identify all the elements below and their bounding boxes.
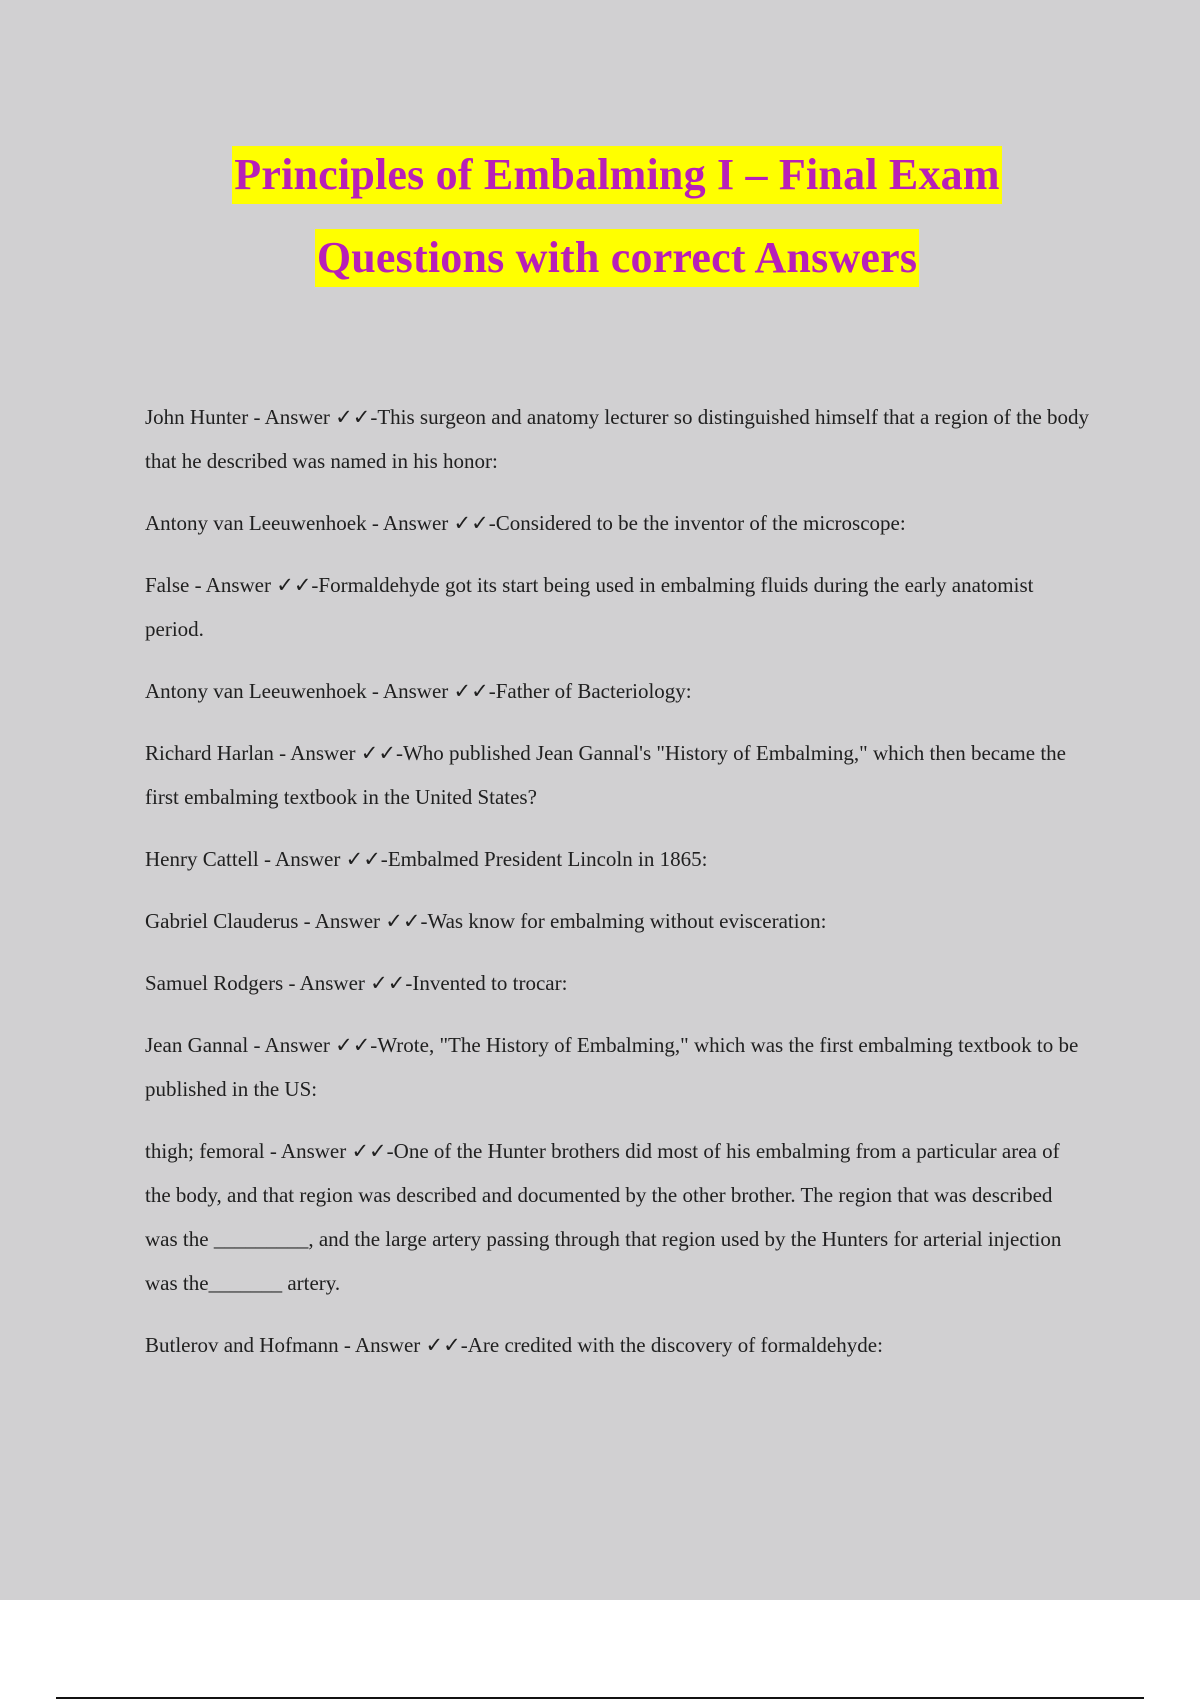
qa-item: [145, 1129, 1090, 1305]
answer-marker: - Answer ✓✓-: [248, 1033, 378, 1057]
qa-list: [145, 395, 1090, 1385]
qa-question: This surgeon and anatomy lecturer so distinguished himself that a region of the body that he described was named in his honor:: [145, 405, 1090, 473]
footer-divider: [56, 1697, 1144, 1699]
answer-marker: - Answer ✓✓-: [366, 679, 496, 703]
qa-question: One of the Hunter brothers did most of his embalming from a particular area of the body, and that region was described and documented by the other brother. The region that was described was the _________, and the large artery passing through that region used by the Hunters for arterial injection was the_______ artery.: [145, 1139, 1062, 1295]
qa-item: [145, 731, 1090, 819]
qa-term: Antony van Leeuwenhoek: [145, 511, 367, 535]
qa-question: Are credited with the discovery of formaldehyde:: [467, 1333, 883, 1357]
qa-item: [145, 669, 1090, 713]
page-footer-area: [0, 1600, 1200, 1700]
qa-question: Embalmed President Lincoln in 1865:: [387, 847, 708, 871]
qa-term: Jean Gannal: [145, 1033, 249, 1057]
qa-item: [145, 961, 1090, 1005]
qa-question: Invented to trocar:: [412, 971, 568, 995]
qa-term: Samuel Rodgers: [145, 971, 284, 995]
qa-item: [145, 1023, 1090, 1111]
qa-item: [145, 395, 1090, 483]
answer-marker: - Answer ✓✓-: [264, 1139, 394, 1163]
answer-marker: - Answer ✓✓-: [273, 741, 403, 765]
qa-term: Antony van Leeuwenhoek: [145, 679, 367, 703]
qa-term: John Hunter: [145, 405, 249, 429]
qa-item: [145, 563, 1090, 651]
qa-term: Henry Cattell: [145, 847, 259, 871]
answer-marker: - Answer ✓✓-: [338, 1333, 468, 1357]
answer-marker: - Answer ✓✓-: [248, 405, 378, 429]
qa-item: [145, 1323, 1090, 1367]
qa-question: Wrote, "The History of Embalming," which was the first embalming textbook to be published in the US:: [145, 1033, 1079, 1101]
qa-question: Considered to be the inventor of the microscope:: [495, 511, 906, 535]
answer-marker: - Answer ✓✓-: [189, 573, 319, 597]
answer-marker: - Answer ✓✓-: [258, 847, 388, 871]
document-title: [0, 146, 1200, 312]
qa-question: Father of Bacteriology:: [495, 679, 692, 703]
qa-question: Was know for embalming without evisceration:: [427, 909, 827, 933]
qa-item: [145, 837, 1090, 881]
title-line-1: Principles of Embalming I – Final Exam: [232, 146, 1001, 204]
answer-marker: - Answer ✓✓-: [366, 511, 496, 535]
qa-term: Richard Harlan: [145, 741, 274, 765]
qa-question: Who published Jean Gannal's "History of Embalming," which then became the first embalming textbook in the United States?: [145, 741, 1066, 809]
answer-marker: - Answer ✓✓-: [298, 909, 428, 933]
qa-term: Butlerov and Hofmann: [145, 1333, 339, 1357]
qa-item: [145, 899, 1090, 943]
qa-item: [145, 501, 1090, 545]
qa-question: Formaldehyde got its start being used in embalming fluids during the early anatomist period.: [145, 573, 1034, 641]
qa-term: Gabriel Clauderus: [145, 909, 299, 933]
qa-term: thigh; femoral: [145, 1139, 265, 1163]
qa-term: False: [145, 573, 190, 597]
answer-marker: - Answer ✓✓-: [283, 971, 413, 995]
title-line-2: Questions with correct Answers: [315, 229, 919, 287]
